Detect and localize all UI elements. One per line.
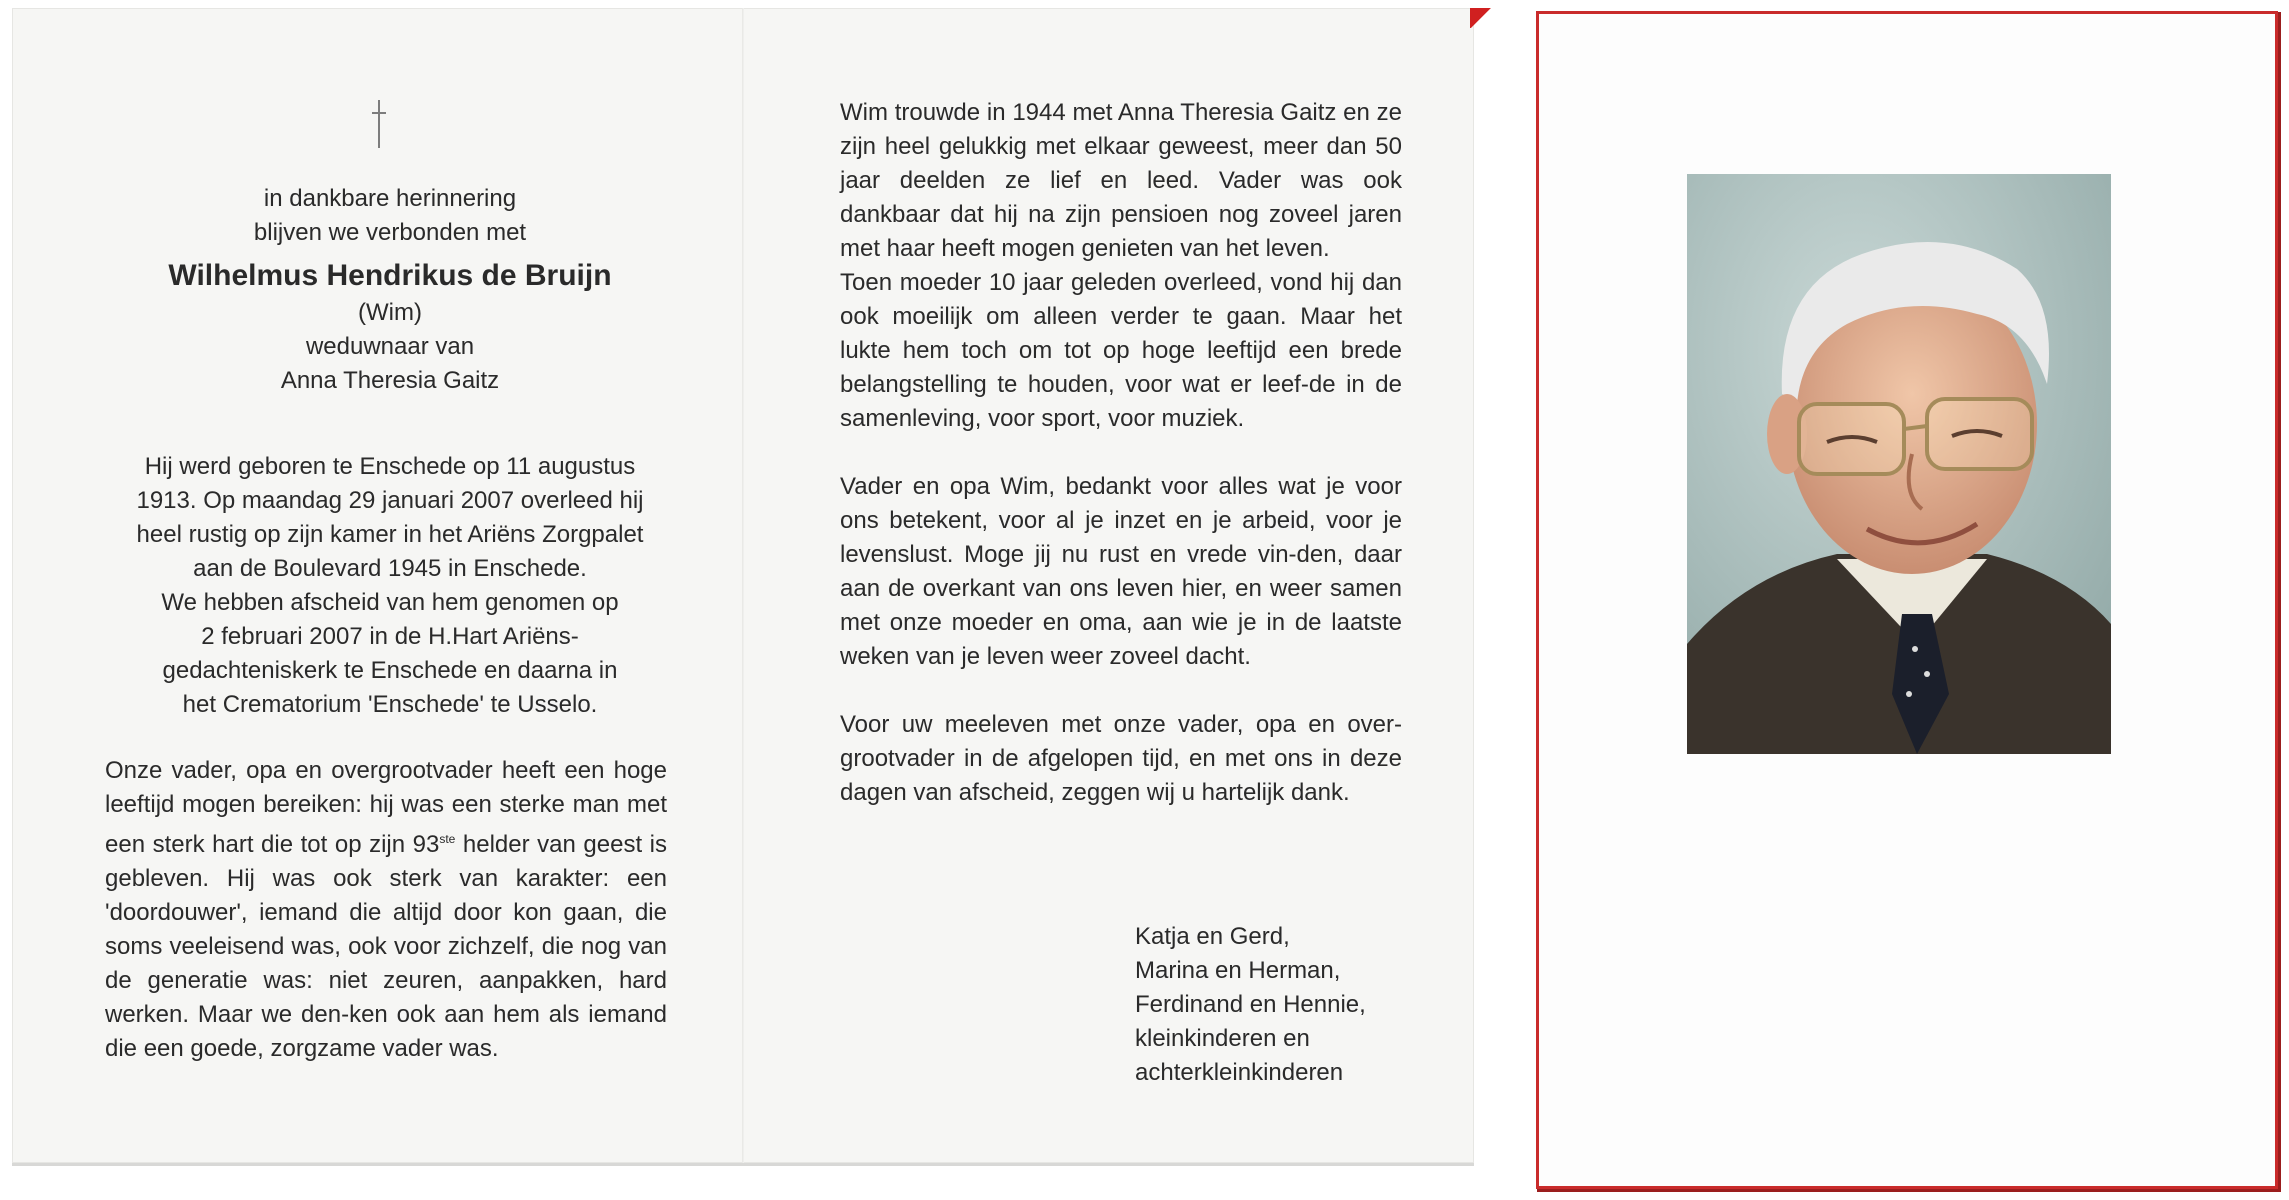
middle-text bbox=[840, 96, 1402, 810]
bio-line: 1913. Op maandag 29 januari 2007 overleed hij bbox=[136, 487, 644, 514]
bio-line: het Crematorium 'Enschede' te Usselo. bbox=[182, 691, 598, 718]
signature-block bbox=[1135, 920, 1366, 1090]
spread-shadow bbox=[12, 1163, 1474, 1166]
bio-line: Hij werd geboren te Enschede op 11 augustus bbox=[144, 453, 636, 480]
signature-line: Ferdinand en Hennie, bbox=[1135, 991, 1366, 1018]
signature-line: achterkleinkinderen bbox=[1135, 1059, 1344, 1086]
paragraph-widowhood: Toen moeder 10 jaar geleden overleed, vond hij dan ook moeilijk om alleen verder te gaan. Maar het lukte hem toch om tot op hoge leeftijd een brede belangstelling te houden, voor wat er leef-de in de samenleving, voor sport, voor muziek. bbox=[840, 269, 1402, 432]
signature-line: kleinkinderen en bbox=[1135, 1025, 1310, 1052]
signature-line: Marina en Herman, bbox=[1135, 957, 1341, 984]
signature-line: Katja en Gerd, bbox=[1135, 923, 1290, 950]
bio-block bbox=[100, 450, 680, 722]
bio-line: We hebben afscheid van hem genomen op bbox=[161, 589, 619, 616]
widower-line: weduwnaar van bbox=[305, 333, 475, 360]
tribute-superscript: ste bbox=[439, 832, 456, 846]
spouse-name: Anna Theresia Gaitz bbox=[280, 367, 500, 394]
intro-line: in dankbare herinnering bbox=[263, 185, 517, 212]
bio-line: aan de Boulevard 1945 in Enschede. bbox=[193, 555, 587, 582]
deceased-name: Wilhelmus Hendrikus de Bruijn bbox=[168, 259, 612, 292]
intro-line: blijven we verbonden met bbox=[253, 219, 527, 246]
tribute-text-b: helder van geest is gebleven. Hij was ook sterk van karakter: een 'doordouwer', iemand die altijd door kon gaan, die soms veeleisend was, ook voor zichzelf, die nog van de generatie was: niet zeuren, aanpakken, hard werken. Maar we den-ken ook aan hem als iemand die een goede, zorgzame vader was. bbox=[105, 831, 667, 1062]
intro-block bbox=[110, 182, 670, 398]
portrait-illustration bbox=[1687, 174, 2111, 754]
portrait-photo bbox=[1687, 174, 2111, 754]
red-edge-corner bbox=[1470, 8, 1496, 28]
bio-line: 2 februari 2007 in de H.Hart Ariëns- bbox=[201, 623, 579, 650]
paragraph-marriage: Wim trouwde in 1944 met Anna Theresia Gaitz en ze zijn heel gelukkig met elkaar geweest, meer dan 50 jaar deelden ze lief en leed. Vader was ook dankbaar dat hij na zijn pensioen nog zoveel jaren met haar heeft mogen genieten van het leven. bbox=[840, 99, 1402, 262]
paragraph-thanks-readers: Voor uw meeleven met onze vader, opa en over-grootvader in de afgelopen tijd, en met ons in deze dagen van afscheid, zeggen wij u hartelijk dank. bbox=[840, 711, 1402, 806]
nickname: (Wim) bbox=[358, 299, 422, 326]
tribute-text-a: Onze vader, opa en overgrootvader heeft een hoge leeftijd mogen bereiken: hij was een sterke man met een sterk hart die tot op zijn 93 bbox=[105, 757, 667, 858]
cross-icon bbox=[372, 100, 386, 148]
paragraph-thanks-wim: Vader en opa Wim, bedankt voor alles wat je voor ons betekent, voor al je inzet en je arbeid, voor je levenslust. Moge jij nu rust en vrede vin-den, daar aan de overkant van ons leven hier, en weer samen met onze moeder en oma, aan wie je in de laatste weken van je leven weer zoveel dacht. bbox=[840, 473, 1402, 670]
bio-line: heel rustig op zijn kamer in het Ariëns Zorgpalet bbox=[136, 521, 644, 548]
tribute-paragraph bbox=[105, 754, 667, 1066]
bio-line: gedachteniskerk te Enschede en daarna in bbox=[162, 657, 618, 684]
